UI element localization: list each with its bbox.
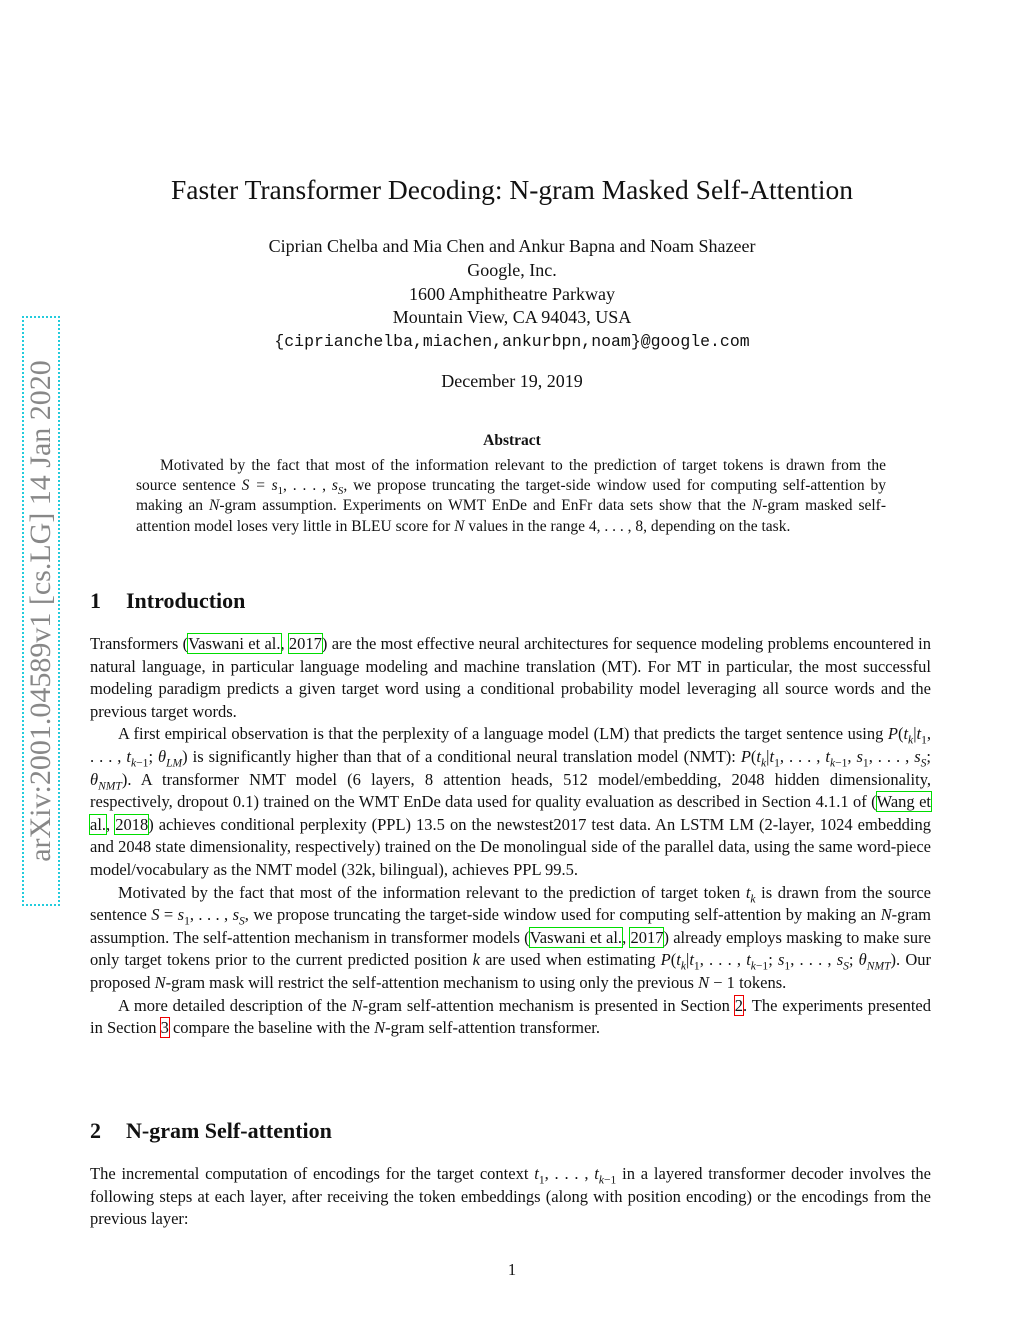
abstract-body: Motivated by the fact that most of the information relevant to the prediction of target tokens is drawn from the source sentence $S = s_1$, . . . , $s_S$, we propose truncating the target-side window used for computing self-attention by making an N-gram assumption. Experiments on WMT EnDe and EnFr data sets show that the N-gram masked self-attention model loses very little in BLEU score for N values in the range 4, . . . , 8, depending on the task.	[136, 457, 887, 535]
citation-year-link[interactable]: 2018	[115, 814, 149, 834]
abstract-heading: Abstract	[483, 432, 541, 449]
intro-paragraph: Motivated by the fact that most of the information relevant to the prediction of target token $t_k$ is drawn from the source sentence $S = s_1$, . . . , $s_S$, we propose truncating the target-side window used for computing self-attention by making an N-gram assumption. The self-attention mechanism in transformer models (Vaswani et al., 2017) already employs masking to make sure only target tokens prior to the current predicted position k are used when estimating $P(t_k|t_1$, . . . , $t_{k-1}$; $s_1$, . . . , $s_S$; $\theta_{NMT}$). Our proposed N-gram mask will restrict the self-attention mechanism to using only the previous N − 1 tokens.	[90, 882, 931, 992]
citation-year-link[interactable]: 2017	[630, 927, 664, 947]
citation-year-link[interactable]: 2017	[288, 634, 322, 653]
intro-paragraph: A first empirical observation is that the perplexity of a language model (LM) that predicts the target sentence using $P(t_k|t_1$, . . . , $t_{k-1}$; $\theta_{LM}$) is significantly higher than that of a conditional neural translation model (NMT): $P(t_k|t_1$, . . . , $t_{k-1}$, $s_1$, . . . , $s_S$; $\theta_{NMT}$). A transformer NMT model (6 layers, 8 attention heads, 512 model/embedding, 2048 hidden dimensionality, respectively, dropout 0.1) trained on the WMT EnDe data used for quality evaluation as described in Section 4.1.1 of (Wang et al., 2018) achieves conditional perplexity (PPL) 13.5 on the newstest2017 test data. An LSTM LM (2-layer, 1024 embedding and 2048 state dimensionality, respectively) trained on the De monolingual side of the parallel data, using the same word-piece model/vocabulary as the NMT model (32k, bilingual), achieves PPL 99.5.	[90, 724, 932, 879]
introduction-body	[90, 633, 931, 1040]
intro-paragraph: Transformers (Vaswani et al., 2017) are the most effective neural architectures for sequence modeling problems encountered in natural language, in particular language modeling and machine translation (MT). For MT in particular, the most successful modeling paradigm predicts a given target word using a conditional probability model leveraging all source words and the previous target words.	[90, 634, 931, 721]
email: {ciprianchelba,miachen,ankurbpn,noam}@google.com	[274, 332, 750, 351]
section2-paragraph: The incremental computation of encodings for the target context $t_1$, . . . , $t_{k-1}$ in a layered transformer decoder involves the following steps at each layer, after receiving the token embeddings (along with position encoding) or the encodings from the previous layer:	[90, 1164, 931, 1229]
citation-link[interactable]: Wang et al.	[90, 792, 931, 834]
intro-paragraph: A more detailed description of the N-gram self-attention mechanism is presented in Section 2. The experiments presented in Section 3 compare the baseline with the N-gram self-attention transformer.	[90, 995, 931, 1038]
affiliation: Google, Inc.	[467, 260, 557, 280]
paper-title: Faster Transformer Decoding: N-gram Masked Self-Attention	[170, 174, 854, 205]
section-ref-link[interactable]: 2	[734, 995, 744, 1015]
citation-link[interactable]: Vaswani et al.	[529, 927, 623, 947]
page-number: 1	[507, 1260, 517, 1279]
section-heading-introduction: 1 Introduction	[90, 588, 246, 613]
citation-link[interactable]: Vaswani et al.	[188, 634, 281, 653]
arxiv-stamp: arXiv:2001.04589v1 [cs.LG] 14 Jan 2020	[22, 316, 60, 906]
section2-body	[90, 1163, 931, 1231]
section-ref-link[interactable]: 3	[160, 1018, 169, 1038]
address-line-2: Mountain View, CA 94043, USA	[392, 307, 632, 327]
authors: Ciprian Chelba and Mia Chen and Ankur Bapna and Noam Shazeer	[268, 236, 756, 256]
section-heading-ngram-self-attention: 2 N-gram Self-attention	[90, 1118, 332, 1143]
date: December 19, 2019	[441, 371, 583, 391]
address-line-1: 1600 Amphitheatre Parkway	[409, 284, 615, 304]
